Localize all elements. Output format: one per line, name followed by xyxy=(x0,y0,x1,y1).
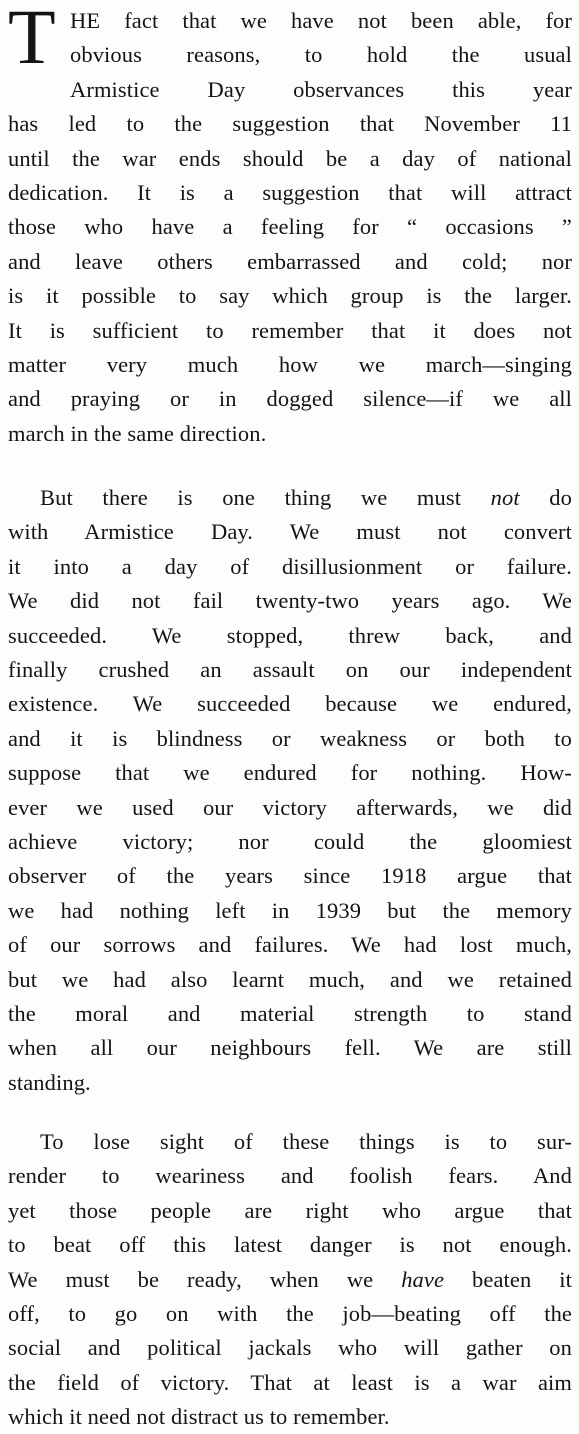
text-line: existence. We succeeded because we endured, xyxy=(8,691,572,717)
text-line: those who have a feeling for “ occasions ” xyxy=(8,214,572,240)
text-line: It is sufficient to remember that it does not xyxy=(8,317,572,343)
text-line: dedication. It is a suggestion that will attract xyxy=(8,180,572,205)
text-line: to beat off this latest danger is not enough. xyxy=(8,1232,572,1258)
text-line: the moral and material strength to stand xyxy=(8,1001,572,1026)
text-line: has led to the suggestion that November 11 xyxy=(8,111,572,137)
text-line: We did not fail twenty-two years ago. We xyxy=(8,588,572,614)
text-line: But there is one thing we must not do xyxy=(40,485,572,510)
text-line: the field of victory. That at least is a war aim xyxy=(8,1369,572,1395)
drop-cap: T xyxy=(8,0,56,80)
text-line: and it is blindness or weakness or both to xyxy=(8,725,572,751)
text-line: render to weariness and foolish fears. And xyxy=(8,1163,572,1189)
text-line: finally crushed an assault on our independent xyxy=(8,657,572,682)
text-line: To lose sight of these things is to sur- xyxy=(40,1129,572,1154)
text-line: matter very much how we march—singing xyxy=(8,352,572,377)
text-line: but we had also learnt much, and we retained xyxy=(8,966,572,992)
text-line: observer of the years since 1918 argue that xyxy=(8,863,572,889)
text-line: with Armistice Day. We must not convert xyxy=(8,519,572,545)
text-line: yet those people are right who argue that xyxy=(8,1197,572,1223)
text-line: We must be ready, when we have beaten it xyxy=(8,1266,572,1292)
text-line: is it possible to say which group is the larger. xyxy=(8,283,572,309)
text-line: off, to go on with the job—beating off the xyxy=(8,1301,572,1326)
text-line: Armistice Day observances this year xyxy=(70,76,572,102)
text-line: when all our neighbours fell. We are still xyxy=(8,1035,572,1061)
text-line: until the war ends should be a day of national xyxy=(8,145,572,171)
text-line: social and political jackals who will gather on xyxy=(8,1335,572,1361)
text-line: succeeded. We stopped, threw back, and xyxy=(8,622,572,648)
text-line: and praying or in dogged silence—if we all xyxy=(8,386,572,412)
text-line: suppose that we endured for nothing. How- xyxy=(8,760,572,786)
text-line: obvious reasons, to hold the usual xyxy=(70,42,572,68)
text-line: it into a day of disillusionment or failure. xyxy=(8,553,572,579)
text-line: standing. xyxy=(8,1069,91,1095)
text-line: HE fact that we have not been able, for xyxy=(70,8,572,33)
text-line: march in the same direction. xyxy=(8,420,267,446)
text-line: which it need not distract us to remember. xyxy=(8,1404,390,1430)
text-line: we had nothing left in 1939 but the memory xyxy=(8,897,572,923)
text-line: achieve victory; nor could the gloomiest xyxy=(8,829,572,854)
text-line: and leave others embarrassed and cold; nor xyxy=(8,248,572,274)
text-line: ever we used our victory afterwards, we did xyxy=(8,794,572,820)
text-line: of our sorrows and failures. We had lost much, xyxy=(8,932,572,958)
